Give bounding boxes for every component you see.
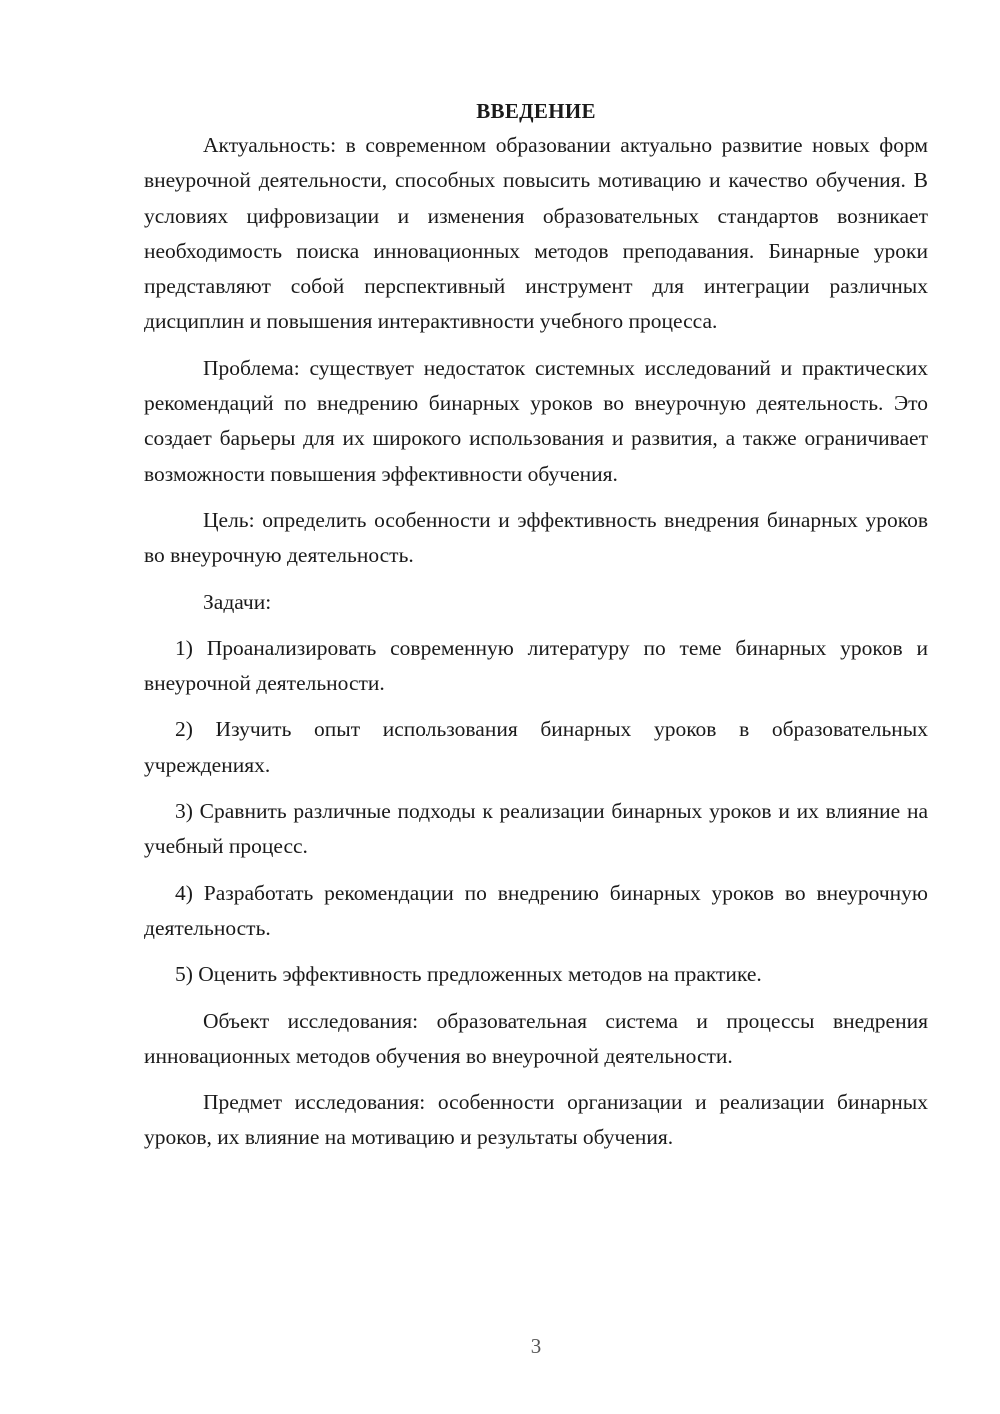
- page-number: 3: [530, 1334, 542, 1358]
- task-item: 4) Разработать рекомендации по внедрению бинарных уроков во внеурочную деятельность.: [144, 880, 928, 940]
- task-item: 1) Проанализировать современную литературу по теме бинарных уроков и внеурочной деятельности.: [144, 635, 928, 696]
- relevance-paragraph: Актуальность: в современном образовании актуально развитие новых форм внеурочной деятельности, способных повысить мотивацию и качество обучения. В условиях цифровизации и изменения образовательных стандартов возникает необходимость поиска инновационных методов преподавания. Бинарные уроки представляют собой перспективный инструмент для интеграции различных дисциплин и повышения интерактивности учебного процесса.: [144, 133, 928, 334]
- problem-paragraph: Проблема: существует недостаток системных исследований и практических рекомендаций по внедрению бинарных уроков во внеурочную деятельность. Это создает барьеры для их широкого использования и развития, а также ограничивает возможности повышения эффективности обучения.: [144, 355, 928, 486]
- subject-paragraph: Предмет исследования: особенности организации и реализации бинарных уроков, их влияние на мотивацию и результаты обучения.: [144, 1090, 928, 1150]
- document-page: [144, 96, 928, 1167]
- object-paragraph: Объект исследования: образовательная система и процессы внедрения инновационных методов обучения во внеурочной деятельности.: [144, 1008, 928, 1068]
- task-item: 2) Изучить опыт использования бинарных уроков в образовательных учреждениях.: [144, 717, 928, 777]
- task-item: 5) Оценить эффективность предложенных методов на практике.: [175, 962, 762, 987]
- tasks-heading: Задачи:: [203, 589, 272, 614]
- task-item: 3) Сравнить различные подходы к реализации бинарных уроков и их влияние на учебный процесс.: [144, 799, 928, 859]
- goal-paragraph: Цель: определить особенности и эффективность внедрения бинарных уроков во внеурочную деятельность.: [144, 507, 928, 568]
- page-title: ВВЕДЕНИЕ: [476, 99, 596, 123]
